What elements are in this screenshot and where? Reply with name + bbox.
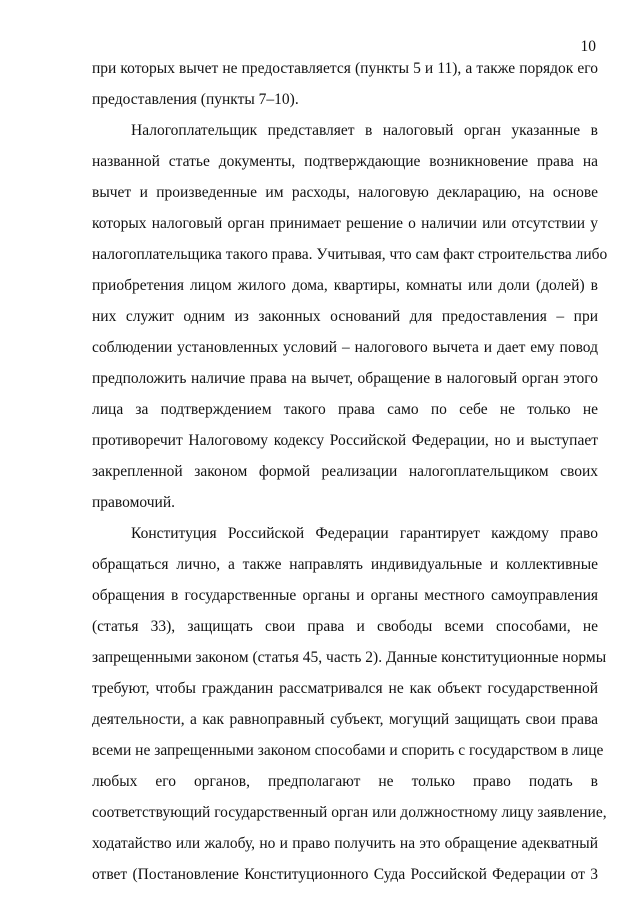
text-line: предоставления (пункты 7–10). bbox=[92, 91, 299, 108]
text-line: (статья 33), защищать свои права и свободы всеми способами, не bbox=[92, 618, 598, 635]
text-line: предположить наличие права на вычет, обращение в налоговый орган этого bbox=[92, 370, 598, 387]
text-line: обращения в государственные органы и органы местного самоуправления bbox=[92, 587, 598, 604]
text-line: запрещенными законом (статья 45, часть 2). Данные конституционные нормы bbox=[92, 649, 607, 666]
text-line: приобретения лицом жилого дома, квартиры, комнаты или доли (долей) в bbox=[92, 277, 598, 294]
text-line: обращаться лично, а также направлять индивидуальные и коллективные bbox=[92, 556, 598, 573]
text-line: деятельности, а как равноправный субъект, могущий защищать свои права bbox=[92, 711, 598, 728]
text-line: любых его органов, предполагают не только право подать в bbox=[92, 773, 598, 790]
text-line: соответствующий государственный орган или должностному лицу заявление, bbox=[92, 804, 607, 821]
text-line: правомочий. bbox=[92, 494, 176, 511]
text-line: Конституция Российской Федерации гарантирует каждому право bbox=[131, 525, 598, 542]
text-line: ответ (Постановление Конституционного Суда Российской Федерации от 3 bbox=[92, 866, 598, 883]
text-line: них служит одним из законных оснований для предоставления – при bbox=[92, 308, 598, 325]
text-line: при которых вычет не предоставляется (пункты 5 и 11), а также порядок его bbox=[92, 60, 598, 77]
text-line: Налогоплательщик представляет в налоговый орган указанные в bbox=[131, 122, 598, 139]
page-number: 10 bbox=[580, 38, 596, 55]
text-line: названной статье документы, подтверждающие возникновение права на bbox=[92, 153, 598, 170]
text-line: соблюдении установленных условий – налогового вычета и дает ему повод bbox=[92, 339, 598, 356]
text-line: вычет и произведенные им расходы, налоговую декларацию, на основе bbox=[92, 184, 598, 201]
text-line: ходатайство или жалобу, но и право получить на это обращение адекватный bbox=[92, 835, 598, 852]
text-line: закрепленной законом формой реализации налогоплательщиком своих bbox=[92, 463, 598, 480]
text-line: лица за подтверждением такого права само по себе не только не bbox=[92, 401, 598, 418]
text-line: противоречит Налоговому кодексу Российской Федерации, но и выступает bbox=[92, 432, 598, 449]
text-line: требуют, чтобы гражданин рассматривался не как объект государственной bbox=[92, 680, 598, 697]
text-line: которых налоговый орган принимает решение о наличии или отсутствии у bbox=[92, 215, 598, 232]
text-line: налогоплательщика такого права. Учитывая, что сам факт строительства либо bbox=[92, 246, 608, 263]
text-line: всеми не запрещенными законом способами и спорить с государством в лице bbox=[92, 742, 604, 759]
